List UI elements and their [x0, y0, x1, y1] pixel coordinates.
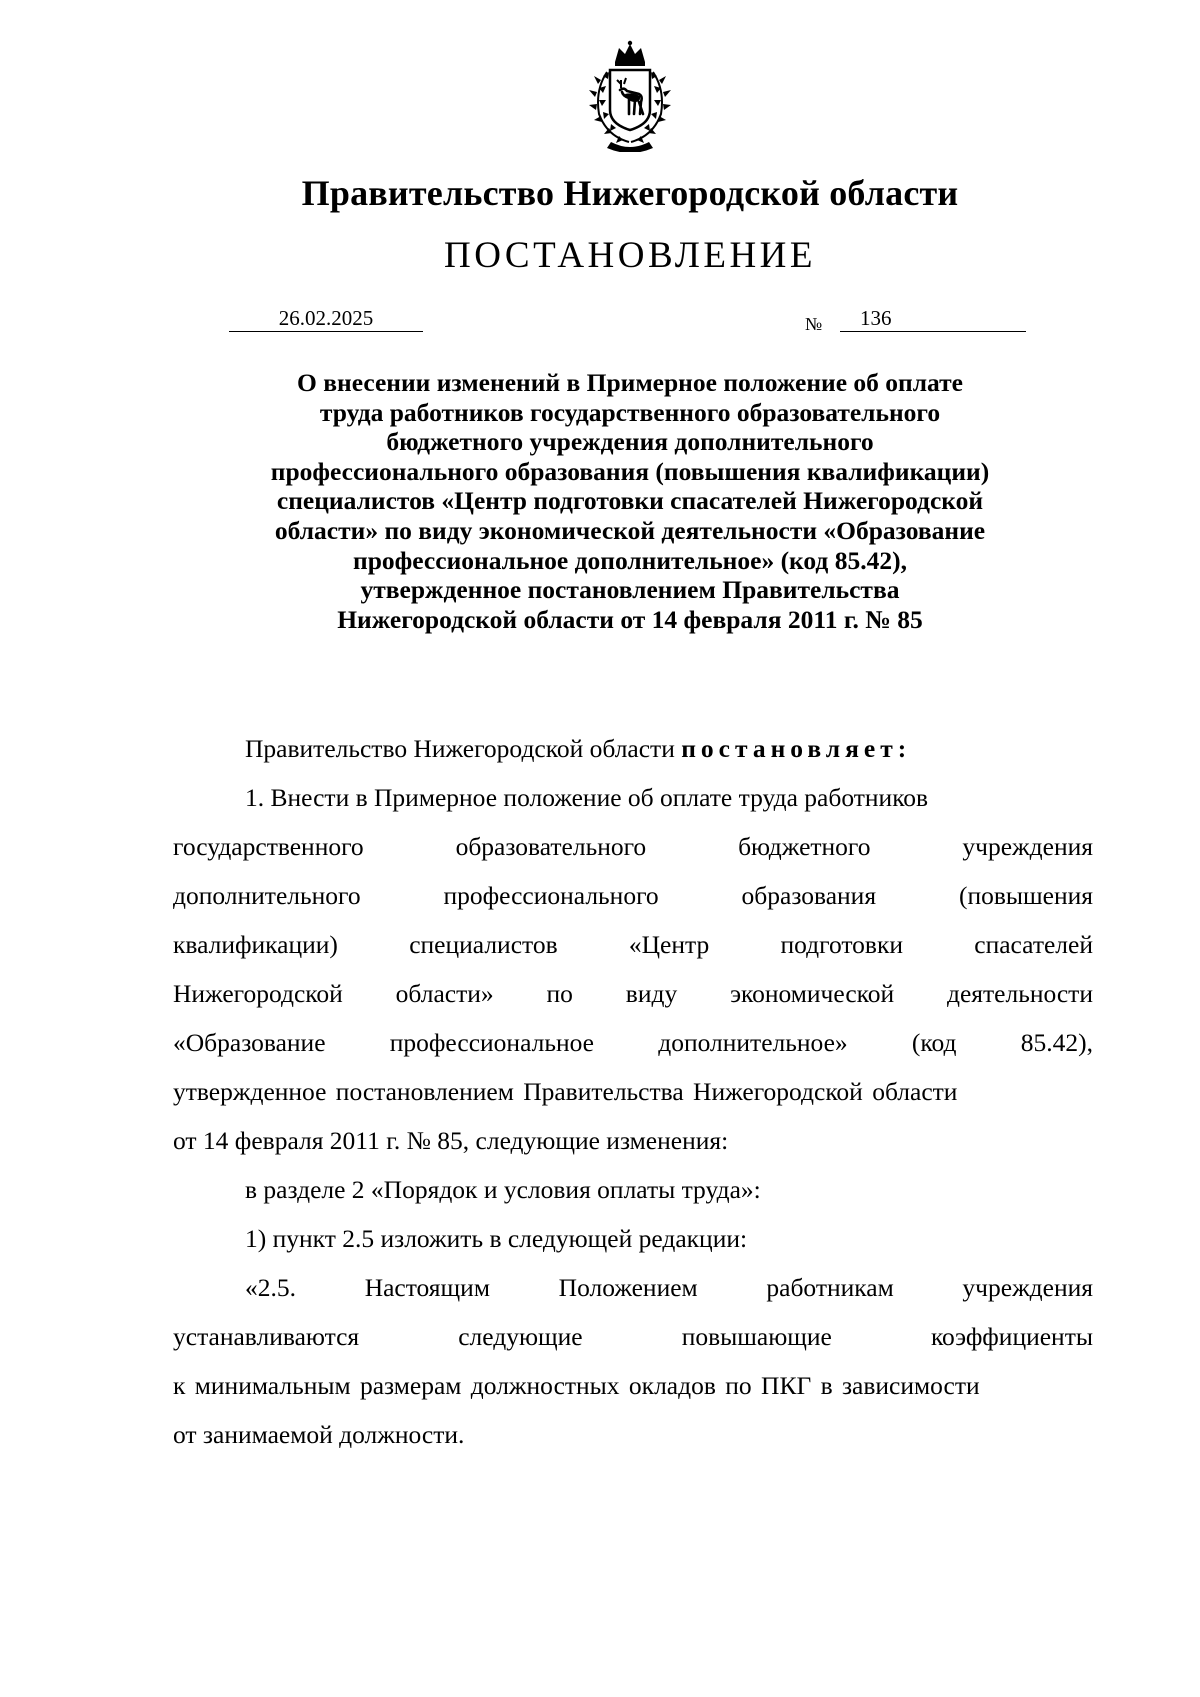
subject-line: Нижегородской области от 14 февраля 2011 г. № 85: [337, 604, 923, 634]
section-reference: в разделе 2 «Порядок и условия оплаты труда»:: [245, 1175, 761, 1204]
word: учреждения: [962, 1273, 1093, 1302]
document-body: [173, 724, 1093, 1459]
word: коэффициенты: [930, 1322, 1093, 1351]
word: спасателей: [974, 930, 1093, 959]
word: «2.5.: [245, 1273, 296, 1302]
word: профессиональное: [389, 1028, 594, 1057]
word: устанавливаются: [173, 1322, 360, 1351]
subject-line: специалистов «Центр подготовки спасателей Нижегородской: [276, 486, 984, 516]
item-1: 1) пункт 2.5 изложить в следующей редакции:: [245, 1224, 748, 1253]
word: «Центр: [628, 930, 710, 959]
paragraph-line: от 14 февраля 2011 г. № 85, следующие изменения:: [173, 1126, 729, 1155]
document-number-field: [840, 305, 1026, 332]
document-type: ПОСТАНОВЛЕНИЕ: [444, 235, 816, 276]
word: образовательного: [455, 832, 647, 861]
word: Нижегородской: [173, 979, 343, 1008]
number-sign: №: [805, 314, 823, 334]
document-date: 26.02.2025: [229, 305, 423, 332]
paragraph-line: [173, 822, 1093, 871]
word: виду: [625, 979, 678, 1008]
quoted-line: [173, 1312, 1093, 1361]
word: «Образование: [173, 1028, 326, 1057]
subject-line: профессиональное дополнительное» (код 85.42),: [353, 545, 907, 575]
document-subject: [170, 368, 1090, 634]
quoted-line: к минимальным размерам должностных окладов по ПКГ в зависимости: [173, 1371, 980, 1400]
paragraph-line: [173, 969, 1093, 1018]
coat-of-arms-icon: [577, 40, 683, 152]
word: (повышения: [958, 881, 1093, 910]
word: дополнительное»: [658, 1028, 848, 1057]
word: экономической: [730, 979, 895, 1008]
document-number: 136: [860, 306, 892, 330]
word: следующие: [458, 1322, 583, 1351]
subject-line: О внесении изменений в Примерное положение об оплате: [297, 368, 963, 397]
word: государственного: [173, 832, 364, 861]
word: Настоящим: [364, 1273, 490, 1302]
subject-line: утвержденное постановлением Правительства: [360, 575, 900, 605]
word: подготовки: [780, 930, 903, 959]
word: бюджетного: [738, 832, 871, 861]
word: области»: [395, 979, 494, 1008]
word: 85.42),: [1020, 1028, 1093, 1057]
word: специалистов: [409, 930, 558, 959]
organization-title: Правительство Нижегородской области: [301, 173, 959, 213]
paragraph-line: [173, 920, 1093, 969]
word: образования: [741, 881, 877, 910]
word: профессионального: [443, 881, 659, 910]
word: квалификации): [173, 930, 338, 959]
preamble-verb: постановляет:: [681, 734, 912, 763]
preamble-text: Правительство Нижегородской области: [245, 734, 682, 763]
word: Положением: [558, 1273, 698, 1302]
subject-line: бюджетного учреждения дополнительного: [386, 427, 874, 457]
subject-line: труда работников государственного образовательного: [319, 397, 941, 427]
word: деятельности: [947, 979, 1093, 1008]
preamble: [173, 724, 1093, 773]
word: повышающие: [681, 1322, 832, 1351]
quoted-line: [173, 1263, 1093, 1312]
word: по: [546, 979, 573, 1008]
paragraph-line: 1. Внести в Примерное положение об оплате труда работников: [245, 783, 929, 812]
paragraph-line: утвержденное постановлением Правительства Нижегородской области: [173, 1077, 958, 1106]
word: (код: [911, 1028, 957, 1057]
subject-line: области» по виду экономической деятельности «Образование: [274, 515, 986, 545]
subject-line: профессионального образования (повышения квалификации): [270, 456, 990, 486]
word: дополнительного: [173, 881, 361, 910]
quoted-line: от занимаемой должности.: [173, 1420, 465, 1449]
paragraph-line: [173, 871, 1093, 920]
paragraph-line: [173, 1018, 1093, 1067]
word: работникам: [766, 1273, 894, 1302]
word: учреждения: [962, 832, 1093, 861]
